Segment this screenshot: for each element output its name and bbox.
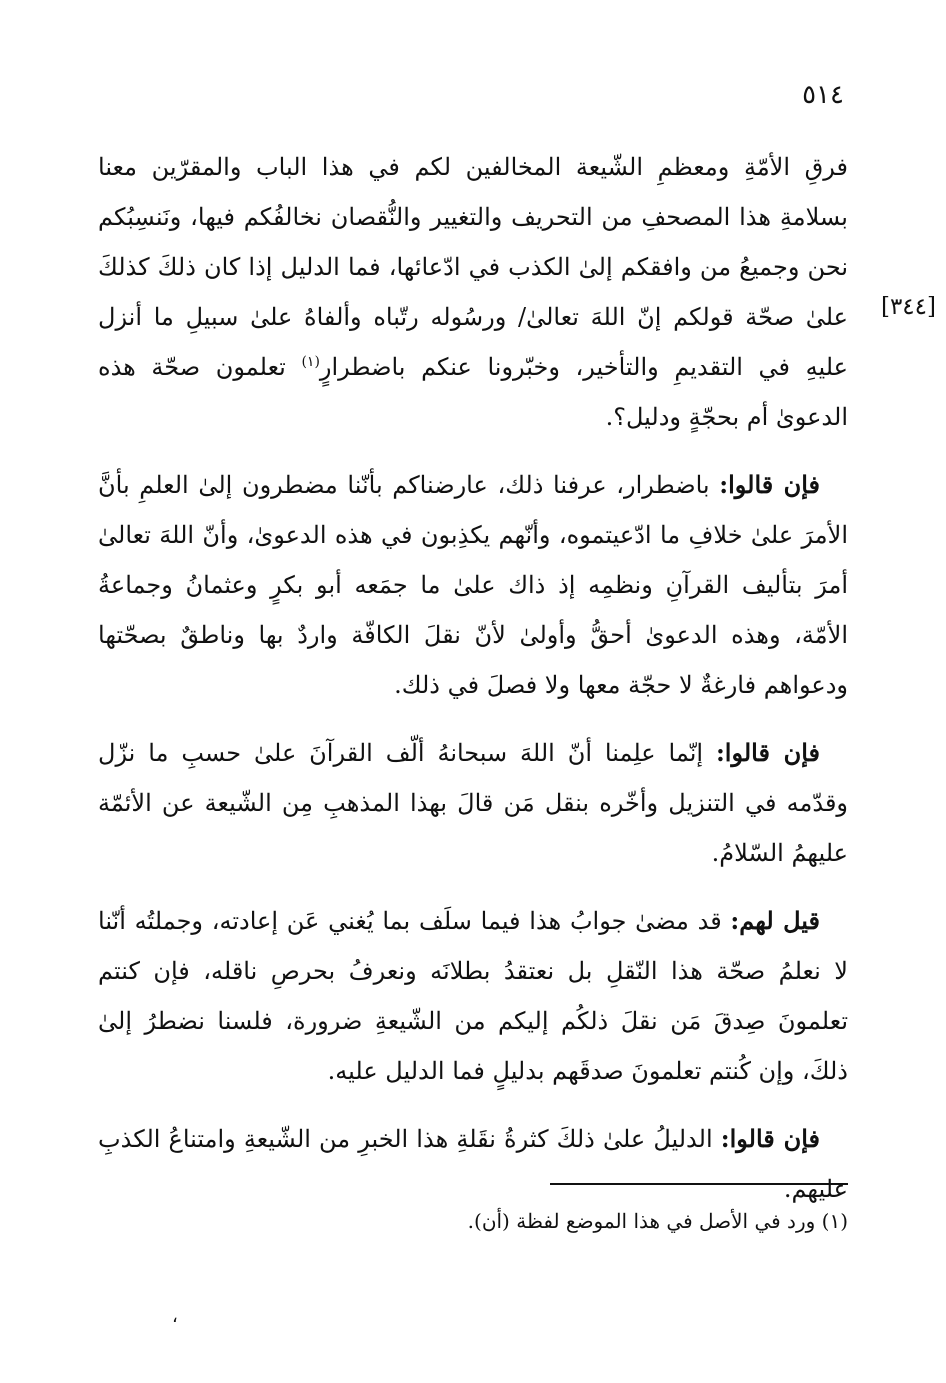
footnote: [98, 1205, 848, 1237]
paragraph-text: فرقِ الأمّةِ ومعظمِ الشّيعة المخالفين لكم في هذا الباب والمقرّين معنا بسلامةِ هذا المصحفِ من التحريف والتغيير والنُّقصان نخالفُكم فيها، ونَنسِبُكم نحن وجميعُ من وافقكم إلىٰ الكذب في ادّعائها، فما الدليل إذا كان ذلكَ كذلكَ علىٰ صحّة قولكم إنّ اللهَ تعالىٰ/ ورسُوله رتّباه وألفاهُ علىٰ سبيلِ ما أنزل عليهِ في التقديمِ والتأخير، وخبّرونا عنكم باضطرارٍ: [98, 153, 848, 381]
footnote-number: (١): [821, 1209, 848, 1233]
paragraph-text: الدليلُ علىٰ ذلكَ كثرةُ نقَلةِ هذا الخبرِ من الشّيعةِ وامتناعُ الكذبِ عليهم.: [98, 1125, 848, 1203]
paragraph-text: باضطرار، عرفنا ذلك، عارضناكم بأنّنا مضطرون إلىٰ العلمِ بأنَّ الأمرَ علىٰ خلافِ ما ادّعيتموه، وأنّهم يكذِبون في هذه الدعوىٰ، وأنّ اللهَ تعالىٰ أمرَ بتأليف القرآنِ ونظمِه إذ ذاك علىٰ ما جمَعه أبو بكرٍ وعثمانُ وجماعةُ الأمّة، وهذه الدعوىٰ أحقُّ وأولىٰ لأنّ نقلَ الكافّة واردٌ بها وناطقٌ بصحّتها ودعواهم فارغةٌ لا حجّة معها ولا فصلَ في ذلك.: [98, 471, 848, 699]
paragraph-5: [98, 1114, 848, 1214]
paragraph-text: تعلمون صحّة هذه الدعوىٰ أم بحجّةٍ ودليل؟.: [98, 353, 848, 431]
footnote-text: ورد في الأصل في هذا الموضع لفظة (أن).: [467, 1209, 816, 1233]
paragraph-lead: فإن قالوا:: [719, 470, 820, 499]
paragraph-text: قد مضىٰ جوابُ هذا فيما سلَف بما يُغني عَن إعادته، وجملتُه أنّنا لا نعلمُ صحّة هذا النّقلِ بل نعتقدُ بطلانَه ونعرفُ بحرصِ ناقله، فإن كنتم تعلمونَ صِدقَ مَن نقلَ ذلكُم إليكم من الشّيعةِ ضرورة، فلسنا نضطرُ إلىٰ ذلكَ، وإن كُنتم تعلمونَ صدقَهم بدليلٍ فما الدليل عليه.: [98, 907, 848, 1085]
footnote-divider: [550, 1183, 848, 1185]
paragraph-lead: فإن قالوا:: [720, 1124, 820, 1153]
paragraph-3: [98, 728, 848, 878]
margin-reference: [٣٤٤]: [880, 294, 936, 320]
paragraph-lead: قيل لهم:: [730, 906, 820, 935]
paragraph-1: [98, 142, 848, 442]
page-number: ٥١٤: [802, 80, 844, 110]
footnote-marker: (١): [301, 354, 320, 370]
stray-mark: ،: [172, 1306, 178, 1327]
paragraph-lead: فإن قالوا:: [715, 738, 820, 767]
paragraph-4: [98, 896, 848, 1096]
paragraph-text: إنّما علِمنا أنّ اللهَ سبحانهُ ألّف القرآنَ علىٰ حسبِ ما نزّل وقدّمه في التنزيل وأخّره بنقل مَن قالَ بهذا المذهبِ مِن الشّيعة عن الأئمّة عليهمُ السّلامُ.: [98, 739, 848, 867]
body-text: [98, 142, 848, 1232]
paragraph-2: [98, 460, 848, 710]
